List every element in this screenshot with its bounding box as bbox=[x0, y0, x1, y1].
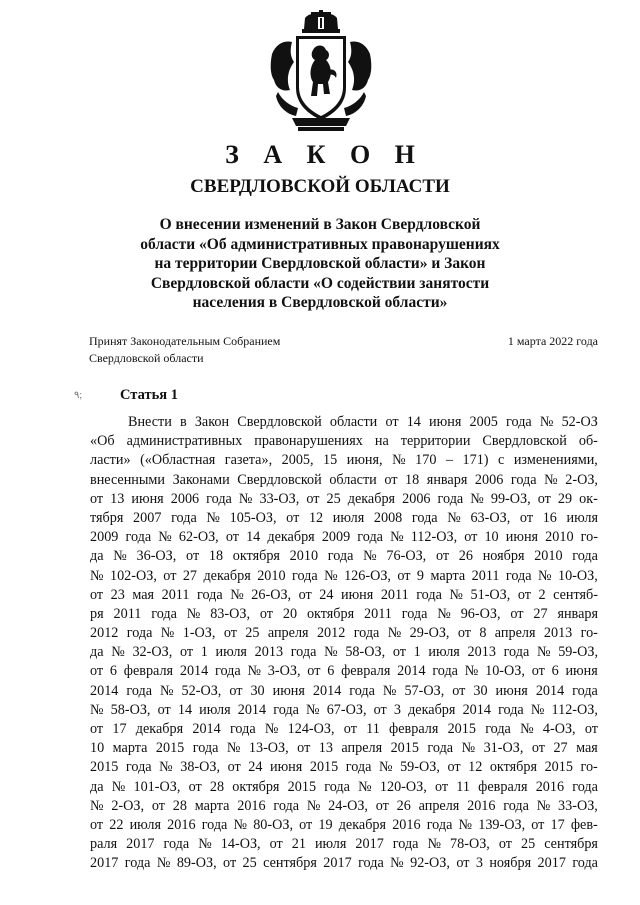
article-line: № 2-ОЗ, от 28 марта 2016 года № 24-ОЗ, от 26 апреля 2016 года № 33-ОЗ, bbox=[90, 797, 598, 814]
article-line: да № 101-ОЗ, от 28 октября 2015 года № 120-ОЗ, от 11 февраля 2016 года bbox=[90, 778, 598, 795]
article-line: 2014 года № 52-ОЗ, от 30 июня 2014 года № 57-ОЗ, от 30 июня 2014 года bbox=[90, 682, 598, 699]
article-line: 2015 года № 38-ОЗ, от 24 июня 2015 года № 59-ОЗ, от 12 октября 2015 го- bbox=[90, 759, 598, 776]
article-line: «Об административных правонарушениях на территории Свердловской об- bbox=[90, 433, 598, 450]
article-body bbox=[90, 413, 598, 874]
article-line: от 22 июля 2016 года № 80-ОЗ, от 19 декабря 2016 года № 139-ОЗ, от 17 фев- bbox=[90, 816, 598, 833]
article-line: раля 2017 года № 14-ОЗ, от 21 июля 2017 года № 78-ОЗ, от 25 сентября bbox=[90, 836, 598, 853]
adoption-body bbox=[89, 333, 280, 367]
adoption-date: 1 марта 2022 года bbox=[507, 334, 598, 348]
article-line: от 23 мая 2011 года № 26-ОЗ, от 24 июня 2011 года № 51-ОЗ, от 2 сентяб- bbox=[90, 586, 598, 603]
law-title-line: на территории Свердловской области» и Закон bbox=[154, 255, 486, 272]
margin-mark: ٩; bbox=[74, 390, 83, 401]
article-line: № 58-ОЗ, от 14 июля 2014 года № 67-ОЗ, от 3 декабря 2014 года № 112-ОЗ, bbox=[90, 701, 598, 718]
article-line: 2012 года № 1-ОЗ, от 25 апреля 2012 года № 29-ОЗ, от 8 апреля 2013 го- bbox=[90, 625, 598, 642]
law-title-line: населения в Свердловской области» bbox=[192, 294, 448, 311]
law-title-line: О внесении изменений в Закон Свердловской bbox=[159, 216, 481, 233]
article-line: 2017 года № 89-ОЗ, от 25 сентября 2017 года № 92-ОЗ, от 3 ноября 2017 года bbox=[90, 855, 598, 872]
article-line: от 6 февраля 2014 года № 3-ОЗ, от 6 февраля 2014 года № 10-ОЗ, от 6 июня bbox=[90, 663, 598, 680]
article-line: от 17 декабря 2014 года № 124-ОЗ, от 11 февраля 2015 года № 4-ОЗ, от bbox=[90, 721, 598, 737]
adoption-body-line: Принят Законодательным Собранием bbox=[89, 334, 281, 348]
article-line: да № 32-ОЗ, от 1 июля 2013 года № 58-ОЗ, от 1 июля 2013 года № 59-ОЗ, bbox=[90, 644, 598, 661]
adoption-body-line: Свердловской области bbox=[89, 351, 204, 365]
article-title: Статья 1 bbox=[120, 387, 178, 403]
article-line: № 102-ОЗ, от 27 декабря 2010 года № 126-ОЗ, от 9 марта 2011 года № 10-ОЗ, bbox=[90, 567, 598, 584]
article-line: Внести в Закон Свердловской области от 14 июня 2005 года № 52-ОЗ bbox=[128, 414, 598, 430]
article-line: да № 36-ОЗ, от 18 октября 2010 года № 76-ОЗ, от 26 ноября 2010 года bbox=[90, 548, 598, 565]
law-title-line: Свердловской области «О содействии занятости bbox=[150, 274, 490, 292]
sverdlovsk-oblast-coat-of-arms-icon bbox=[268, 10, 374, 132]
article-line: тября 2007 года № 105-ОЗ, от 12 июля 2008 года № 63-ОЗ, от 16 июля bbox=[90, 509, 598, 526]
document-title: З А К О Н bbox=[225, 140, 424, 169]
law-title-line: области «Об административных правонарушениях bbox=[140, 235, 500, 253]
article-line: 10 марта 2015 года № 13-ОЗ, от 13 апреля 2015 года № 31-ОЗ, от 27 мая bbox=[90, 740, 598, 757]
article-line: от 13 июня 2006 года № 33-ОЗ, от 25 декабря 2006 года № 99-ОЗ, от 29 ок- bbox=[90, 490, 598, 507]
article-line: ласти» («Областная газета», 2005, 15 июня, № 170 – 171) с изменениями, bbox=[90, 452, 598, 469]
article-line: ря 2011 года № 83-ОЗ, от 20 октября 2011 года № 96-ОЗ, от 27 января bbox=[90, 605, 598, 622]
article-line: 2009 года № 62-ОЗ, от 14 декабря 2009 года № 112-ОЗ, от 10 июня 2010 го- bbox=[90, 529, 598, 546]
document-subtitle: СВЕРДЛОВСКОЙ ОБЛАСТИ bbox=[190, 176, 450, 197]
article-line: внесенными Законами Свердловской области от 18 января 2006 года № 2-ОЗ, bbox=[90, 471, 598, 488]
law-title bbox=[100, 215, 540, 313]
